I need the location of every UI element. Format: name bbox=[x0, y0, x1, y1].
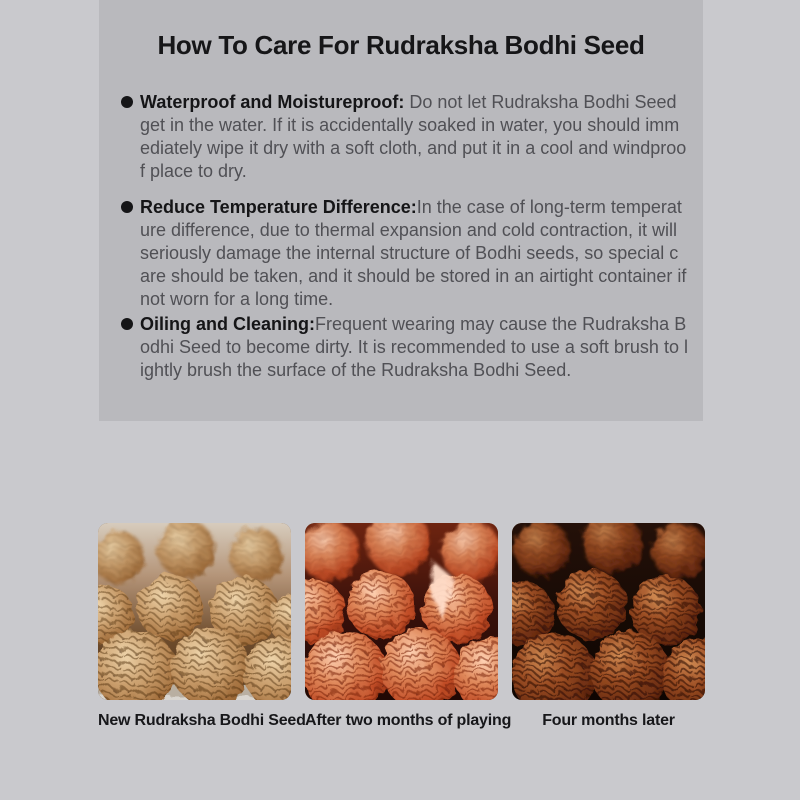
page-title: How To Care For Rudraksha Bodhi Seed bbox=[157, 30, 645, 60]
care-tip-waterproof bbox=[121, 91, 703, 183]
care-tip-heading: Oiling and Cleaning: bbox=[140, 314, 315, 334]
seed-photo-illustration bbox=[98, 523, 291, 700]
care-tip-text bbox=[140, 313, 688, 382]
seed-photo-illustration bbox=[305, 523, 498, 700]
seeds-four-months-later-photo bbox=[512, 523, 705, 700]
care-tip-heading: Reduce Temperature Difference: bbox=[140, 197, 417, 217]
care-instructions-panel bbox=[99, 0, 703, 421]
seed-photo-illustration bbox=[512, 523, 705, 700]
photo-caption: Four months later bbox=[542, 712, 675, 729]
bullet-icon bbox=[121, 318, 133, 330]
care-tip-oiling-cleaning bbox=[121, 313, 703, 382]
care-tip-text bbox=[140, 196, 688, 311]
photo-caption: After two months of playing bbox=[305, 712, 512, 729]
care-tip-body: Frequent wearing may cause the Rudraksha Bodhi Seed to become dirty. It is recommended to use a soft brush to lightly brush the surface of the Rudraksha Bodhi Seed. bbox=[140, 314, 688, 380]
gallery-item-two-months bbox=[305, 523, 512, 730]
care-tip-body: In the case of long-term temperature difference, due to thermal expansion and cold contraction, it will seriously damage the internal structure of Bodhi seeds, so special care should be taken, and it should be stored in an airtight container if not worn for a long time. bbox=[140, 197, 687, 309]
care-tip-temperature bbox=[121, 196, 703, 311]
seed-aging-gallery bbox=[98, 523, 705, 730]
bullet-icon bbox=[121, 201, 133, 213]
seeds-after-two-months-photo bbox=[305, 523, 498, 700]
gallery-item-four-months bbox=[512, 523, 705, 730]
care-tip-text bbox=[140, 91, 688, 183]
gallery-item-new-seed bbox=[98, 523, 306, 730]
new-rudraksha-seeds-photo bbox=[98, 523, 291, 700]
care-tips-list bbox=[99, 91, 703, 382]
care-tip-heading: Waterproof and Moistureproof: bbox=[140, 92, 405, 112]
care-tip-body: Do not let Rudraksha Bodhi Seed get in the water. If it is accidentally soaked in water, you should immediately wipe it dry with a soft cloth, and put it in a cool and windproof place to dry. bbox=[140, 92, 687, 181]
bullet-icon bbox=[121, 96, 133, 108]
photo-caption: New Rudraksha Bodhi Seed bbox=[98, 712, 306, 729]
